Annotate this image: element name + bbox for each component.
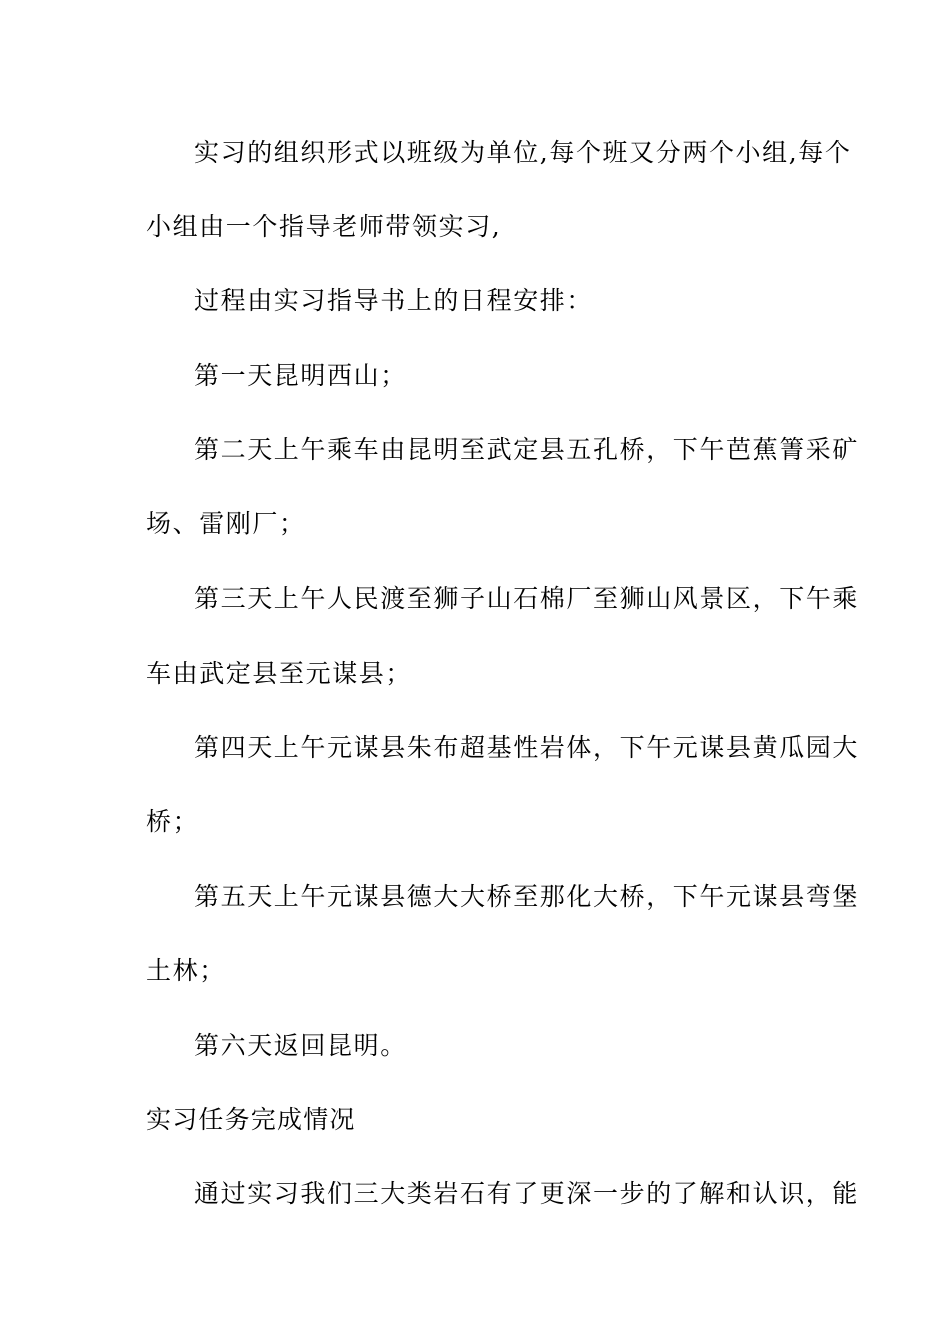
paragraph-organization-line-1: 实习的组织形式以班级为单位,每个班又分两个小组,每个 [194, 138, 852, 167]
schedule-day-5-line-1: 第五天上午元谋县德大大桥至那化大桥，下午元谋县弯堡 [194, 882, 860, 911]
schedule-day-5-line-2: 土林； [146, 956, 226, 985]
section-heading-task-completion: 实习任务完成情况 [146, 1105, 356, 1134]
paragraph-task-completion-line-1: 通过实习我们三大类岩石有了更深一步的了解和认识，能 [194, 1179, 860, 1208]
schedule-day-3-line-2: 车由武定县至元谋县； [146, 659, 413, 688]
schedule-day-1: 第一天昆明西山； [194, 361, 407, 390]
schedule-day-2-line-1: 第二天上午乘车由昆明至武定县五孔桥，下午芭蕉箐采矿 [194, 435, 860, 464]
paragraph-schedule-intro: 过程由实习指导书上的日程安排： [194, 286, 594, 315]
schedule-day-4-line-1: 第四天上午元谋县朱布超基性岩体，下午元谋县黄瓜园大 [194, 733, 860, 762]
schedule-day-2-line-2: 场、雷刚厂； [146, 509, 306, 538]
schedule-day-4-line-2: 桥； [146, 807, 200, 836]
schedule-day-6: 第六天返回昆明。 [194, 1031, 407, 1060]
schedule-day-3-line-1: 第三天上午人民渡至狮子山石棉厂至狮山风景区，下午乘 [194, 584, 860, 613]
paragraph-organization-line-2: 小组由一个指导老师带领实习, [146, 212, 502, 241]
